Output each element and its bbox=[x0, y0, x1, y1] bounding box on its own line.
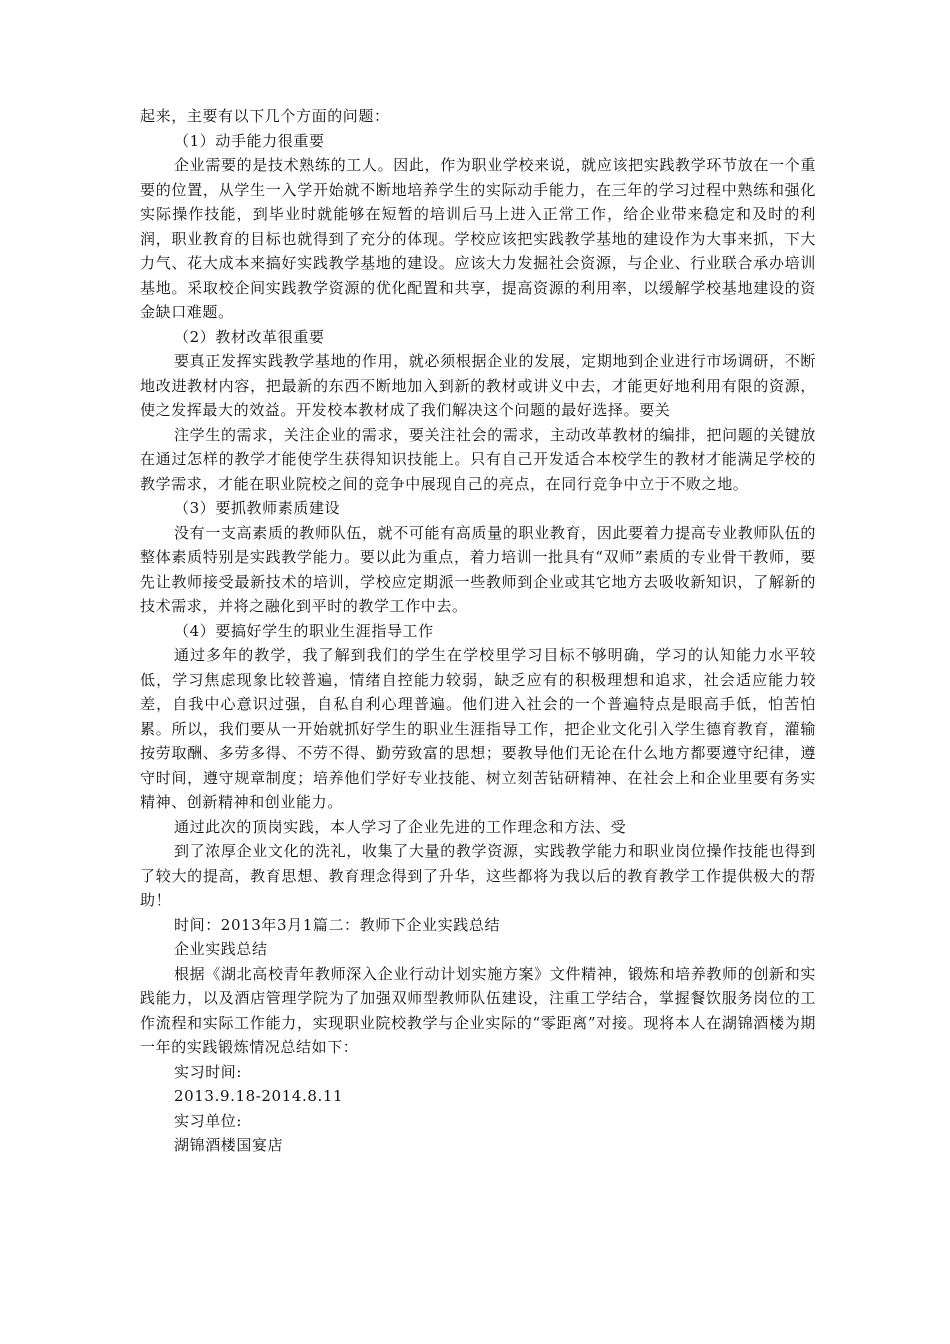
section-heading: （4）要搞好学生的职业生涯指导工作 bbox=[174, 621, 434, 640]
document-page bbox=[140, 104, 816, 1158]
paragraph: 注学生的需求，关注企业的需求，要关注社会的需求，主动改革教材的编排，把问题的关键放在通过怎样的教学才能使学生获得知识技能上。只有自己开发适合本校学生的教材才能满足学校的教学需求，才能在职业院校之间的竞争中展现自己的亮点，在同行竞争中立于不败之地。 bbox=[140, 425, 816, 493]
paragraph: 没有一支高素质的教师队伍，就不可能有高质量的职业教育，因此要着力提高专业教师队伍的整体素质特别是实践教学能力。要以此为重点，着力培训一批具有“双师”素质的专业骨干教师，要先让教师接受最新技术的培训，学校应定期派一些教师到企业或其它地方去吸收新知识，了解新的技术需求，并将之融化到平时的教学工作中去。 bbox=[140, 523, 816, 615]
paragraph: 企业需要的是技术熟练的工人。因此，作为职业学校来说，就应该把实践教学环节放在一个重要的位置，从学生一入学开始就不断地培养学生的实际动手能力，在三年的学习过程中熟练和强化实际操作技能，到毕业时就能够在短暂的培训后马上进入正常工作，给企业带来稳定和及时的利润，职业教育的目标也就得到了充分的体现。学校应该把实践教学基地的建设作为大事来抓，下大力气、花大成本来搞好实践教学基地的建设。应该大力发掘社会资源，与企业、行业联合承办培训基地。采取校企间实践教学资源的优化配置和共享，提高资源的利用率，以缓解学校基地建设的资金缺口难题。 bbox=[140, 156, 816, 321]
paragraph: 起来，主要有以下几个方面的问题： bbox=[140, 107, 390, 125]
section-heading: （3）要抓教师素质建设 bbox=[174, 499, 341, 517]
field-value: 2013.9.18-2014.8.11 bbox=[174, 1087, 344, 1105]
section-title: 企业实践总结 bbox=[174, 940, 268, 958]
paragraph: 通过多年的教学，我了解到我们的学生在学校里学习目标不够明确，学习的认知能力水平较低，学习焦虑现象比较普遍，情绪自控能力较弱，缺乏应有的积极理想和追求，社会适应能力较差，自我中心意识过强，自私自利心理普遍。他们进入社会的一个普遍特点是眼高手低，怕苦怕累。所以，我们要从一开始就抓好学生的职业生涯指导工作，把企业文化引入学生德育教育，灌输按劳取酬、多劳多得、不劳不得、勤劳致富的思想；要教导他们无论在什么地方都要遵守纪律，遵守时间，遵守规章制度；培养他们学好专业技能、树立刻苦钻研精神、在社会上和企业里要有务实精神、创新精神和创业能力。 bbox=[140, 646, 816, 811]
field-value: 湖锦酒楼国宴店 bbox=[174, 1136, 284, 1154]
paragraph: 根据《湖北高校青年教师深入企业行动计划实施方案》文件精神，锻炼和培养教师的创新和实践能力，以及酒店管理学院为了加强双师型教师队伍建设，注重工学结合，掌握餐饮服务岗位的工作流程和实际工作能力，实现职业院校教学与企业实际的“零距离”对接。现将本人在湖锦酒楼为期一年的实践锻炼情况总结如下： bbox=[140, 964, 816, 1056]
field-label: 实习时间: bbox=[174, 1062, 243, 1081]
section-heading: （1）动手能力很重要 bbox=[174, 131, 325, 150]
paragraph: 到了浓厚企业文化的洗礼，收集了大量的教学资源，实践教学能力和职业岗位操作技能也得到了较大的提高，教育思想、教育理念得到了升华，这些都将为我以后的教育教学工作提供极大的帮助！ bbox=[140, 842, 816, 909]
field-label: 实习单位: bbox=[174, 1111, 243, 1130]
paragraph: 要真正发挥实践教学基地的作用，就必须根据企业的发展，定期地到企业进行市场调研，不断地改进教材内容，把最新的东西不断地加入到新的教材或讲义中去，才能更好地利用有限的资源，使之发挥最大的效益。开发校本教材成了我们解决这个问题的最好选择。要关 bbox=[140, 352, 816, 419]
date-line: 时间：2013年3月1篇二：教师下企业实践总结 bbox=[174, 915, 501, 934]
section-heading: （2）教材改革很重要 bbox=[174, 327, 325, 346]
paragraph: 通过此次的顶岗实践，本人学习了企业先进的工作理念和方法、受 bbox=[174, 817, 627, 836]
